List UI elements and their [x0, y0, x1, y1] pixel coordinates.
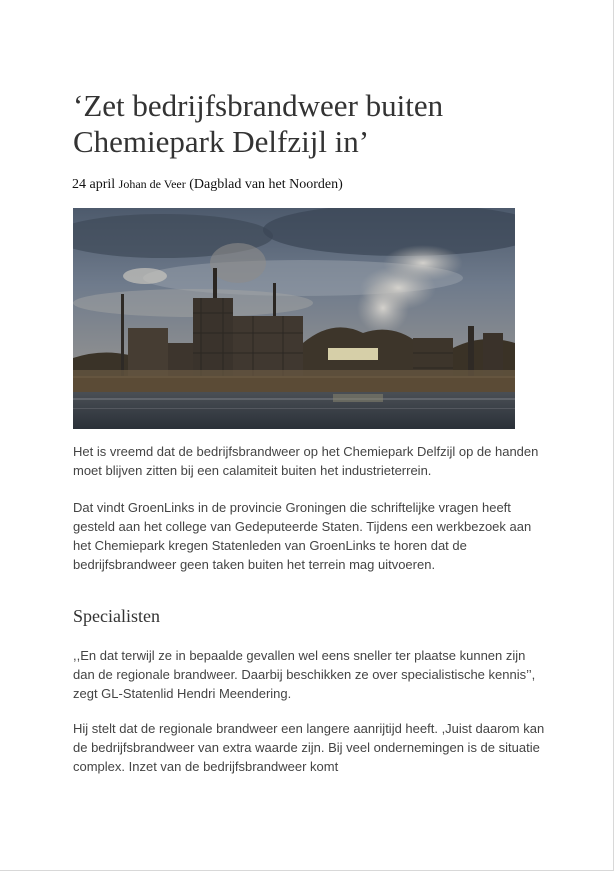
article-author: Johan de Veer [118, 177, 186, 191]
article-byline [72, 177, 343, 193]
article-paragraph: Het is vreemd dat de bedrijfsbrandweer op het Chemiepark Delfzijl op de handen moet blijven zitten bij een calamiteit buiten het industrieterrein. [73, 444, 539, 478]
article-paragraph: Hij stelt dat de regionale brandweer een langere aanrijtijd heeft. ,Juist daarom kan de bedrijfsbrandweer van extra waarde zijn. Bij veel ondernemingen is de situatie complex. Inzet van de bedrijfsbrandweer komt [73, 721, 545, 774]
article-paragraph: ,,En dat terwijl ze in bepaalde gevallen wel eens sneller ter plaatse kunnen zijn dan de regionale brandweer. Daarbij beschikken ze over specialistische kennis’’, zegt GL-Statenlid Hendri Meendering. [73, 648, 536, 701]
chemical-plant-photo [73, 208, 515, 429]
article-paragraph: Dat vindt GroenLinks in de provincie Groningen die schriftelijke vragen heeft gesteld aan het college van Gedeputeerde Staten. Tijdens een werkbezoek aan het Chemiepark kregen Statenleden van GroenLinks te horen dat de bedrijfsbrandweer geen taken buiten het terrein mag uitvoeren. [73, 500, 532, 572]
article-source: (Dagblad van het Noorden) [189, 177, 343, 192]
article-headline: ‘Zet bedrijfsbrandweer buiten Chemiepark Delfzijl in’ [73, 88, 444, 159]
article-date: 24 april [72, 177, 116, 192]
article-subheading: Specialisten [73, 606, 160, 626]
